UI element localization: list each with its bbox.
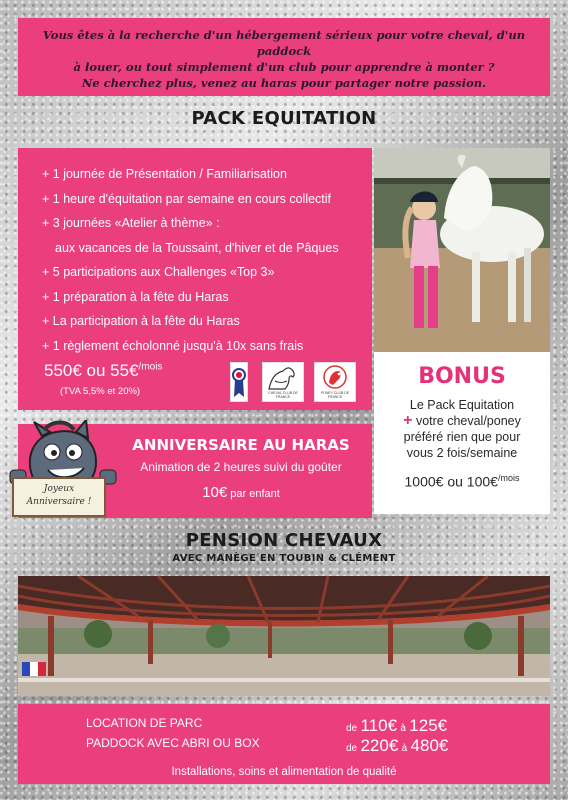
cheval-club-logo xyxy=(262,362,304,402)
tarif-de: de xyxy=(346,743,358,754)
tarifs-note: Installations, soins et alimentation de qualité xyxy=(171,766,397,778)
tarif-from: 220€ xyxy=(360,736,399,755)
bonus-line-2 xyxy=(374,413,550,429)
tarif-from: 110€ xyxy=(360,716,398,735)
intro-line-3: Ne cherchez plus, venez au haras pour partager notre passion. xyxy=(81,76,487,90)
bonus-line-4: vous 2 fois/semaine xyxy=(406,446,518,460)
pack-item: + 1 règlement écholonné jusqu'à 10x sans frais xyxy=(42,338,304,353)
bonus-line-3: préféré rien que pour xyxy=(403,430,521,444)
birthday-sign-line-2: Anniversaire ! xyxy=(26,497,92,507)
pack-price xyxy=(44,361,162,381)
pack-price-unit: /mois xyxy=(138,361,163,373)
tarif-to: 480€ xyxy=(410,736,449,755)
intro-line-2: à louer, ou tout simplement d'un club pour apprendre à monter ? xyxy=(73,60,495,74)
pack-item: + 1 heure d'équitation par semaine en cours collectif xyxy=(42,191,332,206)
anniversaire-price xyxy=(122,484,360,501)
pension-subtitle: AVEC MANÈGE EN TOUBIN & CLÉMENT xyxy=(172,553,396,564)
pack-item: + La participation à la fête du Haras xyxy=(42,314,240,328)
anniversaire-price-unit: par enfant xyxy=(227,488,280,500)
tarif-to: 125€ xyxy=(409,716,448,735)
bonus-line-1: Le Pack Equitation xyxy=(409,398,515,412)
birthday-sign xyxy=(12,477,106,517)
poney-club-caption: PONEY CLUB DE FRANCE xyxy=(320,391,350,399)
pack-item: + 3 journées «Atelier à thème» : xyxy=(42,216,220,230)
cheval-club-caption: CHEVAL CLUB DE FRANCE xyxy=(268,391,298,399)
tarif-a: à xyxy=(400,723,406,734)
bonus-line-2-text: votre cheval/poney xyxy=(415,414,521,428)
pack-item: + 1 préparation à la fête du Haras xyxy=(42,289,229,304)
pack-item: aux vacances de la Toussaint, d'hiver et de Pâques xyxy=(55,240,339,255)
pony-logo-icon xyxy=(315,363,355,393)
anniversaire-subtitle: Animation de 2 heures suivi du goûter xyxy=(140,460,342,474)
plus-icon: + xyxy=(403,412,413,429)
bonus-price-value: 1000€ ou 100€ xyxy=(404,473,498,490)
pack-tva: (TVA 5,5% et 20%) xyxy=(60,386,141,397)
horse-logo-icon xyxy=(263,363,303,393)
poney-club-logo xyxy=(314,362,356,402)
horse-and-child-photo xyxy=(374,148,550,352)
bonus-panel xyxy=(374,352,550,514)
riding-arena-photo xyxy=(18,576,550,696)
pack-item: + 1 journée de Présentation / Familiarisation xyxy=(42,167,287,181)
tarif-label: PADDOCK AVEC ABRI OU BOX xyxy=(86,736,260,750)
rosette-icon xyxy=(231,363,247,401)
bonus-title: BONUS xyxy=(418,364,506,389)
pack-item: + 5 participations aux Challenges «Top 3» xyxy=(42,265,275,279)
birthday-sign-line-1: Joyeux xyxy=(43,484,75,494)
intro-line-1: Vous êtes à la recherche d'un hébergement sérieux pour votre cheval, d'un paddock xyxy=(42,28,526,58)
intro-banner xyxy=(18,18,550,96)
pack-items-list xyxy=(18,148,372,358)
pack-equitation-title: PACK EQUITATION xyxy=(191,108,377,129)
anniversaire-price-value: 10€ xyxy=(202,484,228,501)
ffe-label-logo xyxy=(230,362,248,402)
bonus-price-unit: /mois xyxy=(497,473,520,483)
tarifs-panel xyxy=(18,704,550,784)
pension-title: PENSION CHEVAUX xyxy=(185,530,383,551)
tarif-label: LOCATION DE PARC xyxy=(86,716,203,730)
tarif-range xyxy=(346,716,447,736)
pack-price-value: 550€ ou 55€ xyxy=(44,361,139,380)
tarif-de: de xyxy=(346,723,358,734)
bonus-price xyxy=(374,473,550,490)
tarif-a: à xyxy=(401,743,408,754)
anniversaire-title: ANNIVERSAIRE AU HARAS xyxy=(132,436,350,454)
bonus-description xyxy=(374,397,550,461)
tarif-range xyxy=(346,736,448,756)
